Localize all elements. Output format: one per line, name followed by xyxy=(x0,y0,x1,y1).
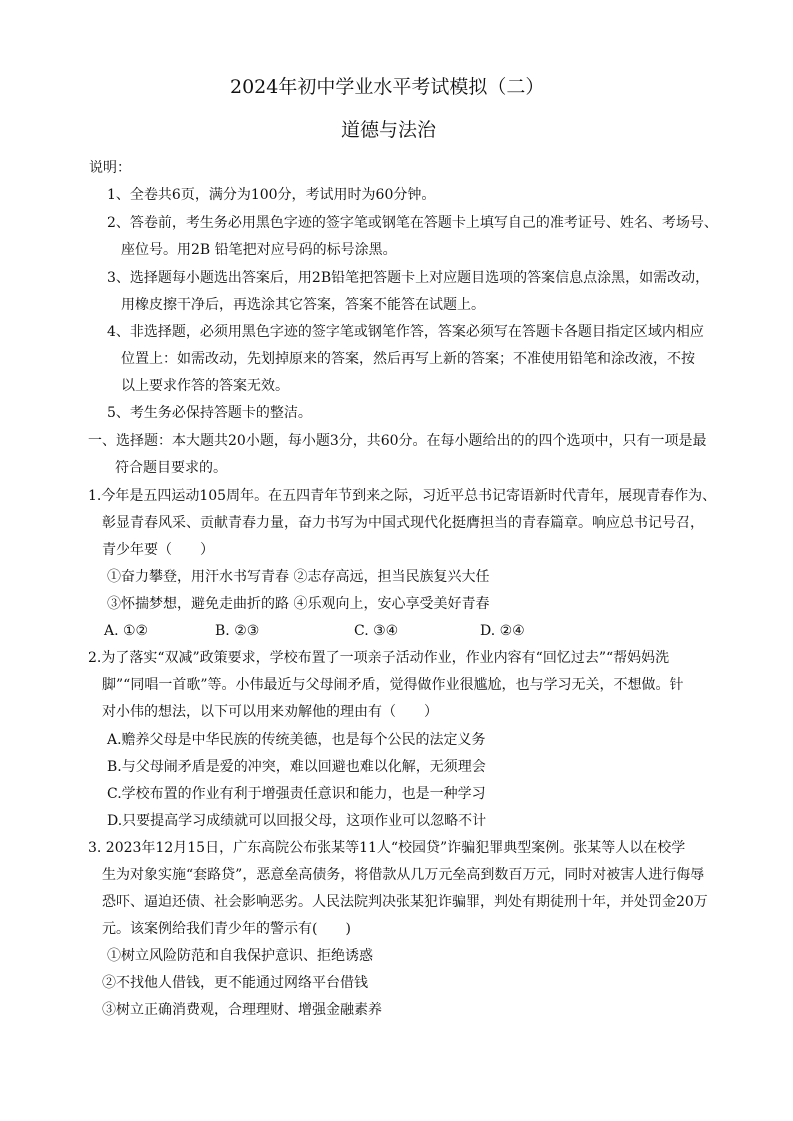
question-stem: 脚”“同唱一首歌”等。小伟最近与父母闹矛盾，觉得做作业很尴尬，也与学习无关，不想做。针 xyxy=(102,677,684,693)
instruction-line: 5、考生务必保持答题卡的整洁。 xyxy=(107,405,312,421)
answer-option: B.与父母闹矛盾是爱的冲突，难以回避也难以化解，无须理会 xyxy=(107,759,486,775)
question-stem: 恐吓、逼迫还债、社会影响恶劣。人民法院判决张某犯诈骗罪，判处有期徒刑十年，并处罚金20万 xyxy=(102,894,708,910)
instruction-line: 1、全卷共6页，满分为100分，考试用时为60分钟。 xyxy=(107,187,436,203)
question-statement: ②不找他人借钱，更不能通过网络平台借钱 xyxy=(102,975,368,991)
instruction-line: 以上要求作答的答案无效。 xyxy=(121,378,289,394)
instruction-line: 3、选择题每小题选出答案后，用2B铅笔把答题卡上对应题目选项的答案信息点涂黑，如需改动， xyxy=(107,270,710,286)
question-stem: 3. 2023年12月15日，广东高院公布张某等11人“校园贷”诈骗犯罪典型案例。张某等人以在校学 xyxy=(88,840,686,856)
instruction-line: 用橡皮擦干净后，再选涂其它答案，答案不能答在试题上。 xyxy=(121,297,485,313)
question-stem: 2.为了落实“双减”政策要求，学校布置了一项亲子活动作业，作业内容有“回忆过去”“帮妈妈洗 xyxy=(88,650,670,666)
answer-option: C.学校布置的作业有利于增强责任意识和能力，也是一种学习 xyxy=(107,786,486,802)
question-statement: ①树立风险防范和自我保护意识、拒绝诱惑 xyxy=(107,948,373,964)
instruction-line: 座位号。用2B 铅笔把对应号码的标号涂黑。 xyxy=(121,242,397,258)
instructions-label: 说明： xyxy=(89,160,131,176)
question-stem: 生为对象实施“套路贷”，恶意垒高债务，将借款从几万元垒高到数百万元，同时对被害人进行侮辱 xyxy=(102,867,705,883)
question-statement: ③树立正确消费观，合理理财、增强金融素养 xyxy=(102,1002,382,1018)
exam-title: 2024年初中学业水平考试模拟（二） xyxy=(230,76,545,98)
instruction-line: 4、非选择题，必须用黑色字迹的签字笔或钢笔作答，答案必须写在答题卡各题目指定区域内相应 xyxy=(107,324,704,340)
answer-option: C. ③④ xyxy=(354,623,399,639)
question-stem: 彰显青春风采、贡献青春力量，奋力书写为中国式现代化挺膺担当的青春篇章。响应总书记号召， xyxy=(102,515,704,531)
question-stem: 元。该案例给我们青少年的警示有( ) xyxy=(102,921,351,937)
answer-option: D. ②④ xyxy=(480,623,525,639)
answer-option: A. ①② xyxy=(104,623,149,639)
answer-option: A.赡养父母是中华民族的传统美德，也是每个公民的法定义务 xyxy=(107,732,486,748)
section-heading: 符合题目要求的。 xyxy=(115,460,227,476)
question-stem: 1.今年是五四运动105周年。在五四青年节到来之际，习近平总书记寄语新时代青年，展现青春作为、 xyxy=(88,488,717,504)
question-statement: ③怀揣梦想，避免走曲折的路 ④乐观向上，安心享受美好青春 xyxy=(107,596,490,612)
question-stem: 青少年要（ ） xyxy=(102,542,214,558)
question-statement: ①奋力攀登，用汗水书写青春 ②志存高远，担当民族复兴大任 xyxy=(107,569,490,585)
subject-title: 道德与法治 xyxy=(341,119,437,141)
instruction-line: 位置上：如需改动，先划掉原来的答案，然后再写上新的答案；不准使用铅笔和涂改液，不按 xyxy=(121,351,695,367)
answer-option: D.只要提高学习成绩就可以回报父母，这项作业可以忽略不计 xyxy=(107,813,487,829)
answer-option: B. ②③ xyxy=(215,623,260,639)
section-heading: 一、选择题：本大题共20小题，每小题3分，共60分。在每小题给出的的四个选项中，只有一项是最 xyxy=(88,433,707,449)
question-stem: 对小伟的想法，以下可以用来劝解他的理由有（ ） xyxy=(102,704,438,720)
instruction-line: 2、答卷前，考生务必用黑色字迹的签字笔或钢笔在答题卡上填写自己的准考证号、姓名、考场号、 xyxy=(107,215,718,231)
